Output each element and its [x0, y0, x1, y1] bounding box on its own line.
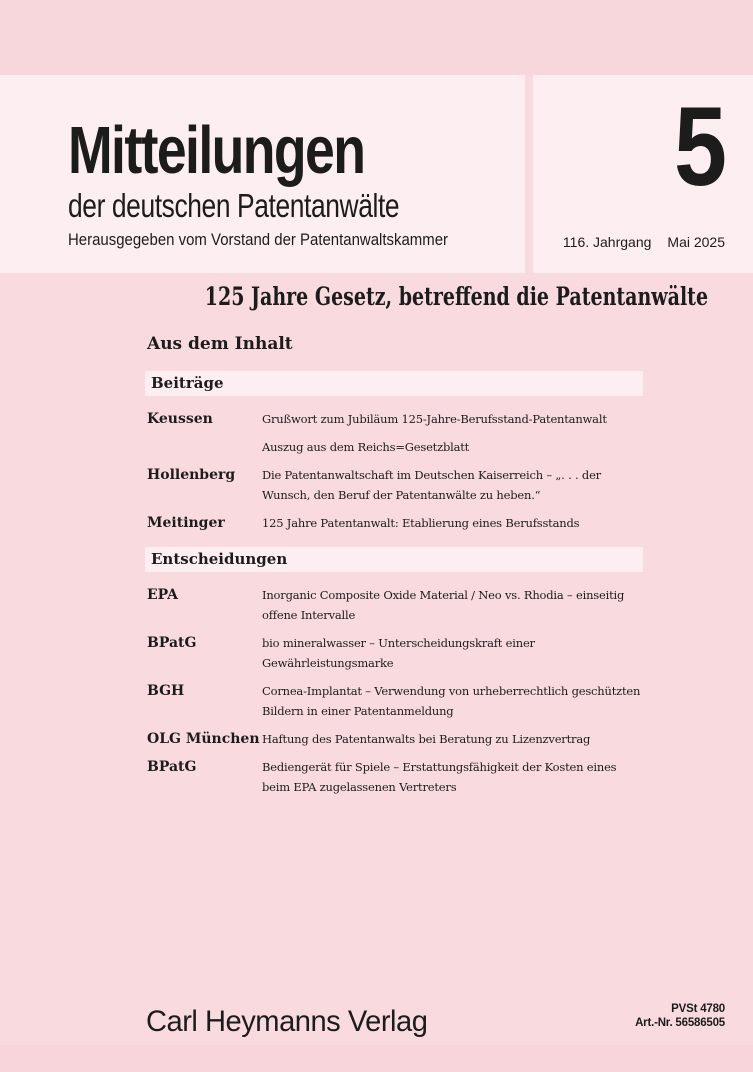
issue-panel — [533, 75, 753, 273]
section-heading-label: Beiträge — [151, 374, 224, 393]
toc-entry — [147, 465, 643, 505]
toc-entry — [147, 757, 643, 797]
entry-title: Cornea-Implantat – Verwendung von urheberrechtlich geschützten Bildern in einer Patentanmeldung — [262, 684, 641, 719]
entry-author: Meitinger — [147, 515, 225, 532]
masthead-panel — [0, 75, 525, 273]
entry-court: BPatG — [147, 759, 197, 776]
issue-volume: 116. Jahrgang — [562, 234, 652, 250]
top-band — [0, 0, 753, 75]
entry-court: EPA — [147, 587, 179, 604]
entry-author: Hollenberg — [147, 467, 236, 484]
footer-publisher: Carl Heymanns Verlag — [146, 1005, 428, 1038]
footer-pvst: PVSt 4780 — [671, 1003, 725, 1015]
entry-title: Haftung des Patentanwalts bei Beratung zu Lizenzvertrag — [262, 732, 591, 747]
entry-title: 125 Jahre Patentanwalt: Etablierung eines Berufsstands — [262, 516, 580, 531]
masthead-title: Mitteilungen — [68, 112, 365, 188]
bottom-band — [0, 1045, 753, 1072]
entry-court: OLG München — [147, 731, 260, 748]
toc-entry — [147, 437, 643, 457]
entry-author — [147, 437, 262, 457]
issue-number: 5 — [673, 84, 725, 209]
section-heading-entscheidungen — [145, 547, 643, 572]
toc-entry — [147, 409, 643, 429]
contents-label: Aus dem Inhalt — [147, 334, 293, 355]
entry-title: bio mineralwasser – Unterscheidungskraft einer Gewährleistungsmarke — [262, 636, 535, 671]
masthead-publisher-line: Herausgegeben vom Vorstand der Patentanwaltskammer — [68, 229, 449, 249]
entry-title: Grußwort zum Jubiläum 125-Jahre-Berufsstand-Patentanwalt — [262, 412, 607, 427]
masthead-subtitle: der deutschen Patentanwälte — [68, 186, 400, 224]
section-heading-label: Entscheidungen — [151, 550, 288, 569]
table-of-contents — [145, 281, 709, 805]
entry-court: BPatG — [147, 635, 197, 652]
entry-title: Inorganic Composite Oxide Material / Neo vs. Rhodia – einseitig offene Intervalle — [262, 588, 625, 623]
toc-entry — [147, 633, 643, 673]
footer-mail-codes — [635, 1002, 725, 1030]
entry-title: Bediengerät für Spiele – Erstattungsfähigkeit der Kosten eines beim EPA zugelassenen Vertreters — [262, 760, 617, 795]
entry-court: BGH — [147, 683, 185, 700]
toc-entry — [147, 729, 643, 749]
toc-entry — [147, 681, 643, 721]
entry-title: Die Patentanwaltschaft im Deutschen Kaiserreich – „. . . der Wunsch, den Beruf der Patentanwälte zu heben.“ — [262, 468, 601, 503]
entry-title: Auszug aus dem Reichs=Gesetzblatt — [262, 440, 470, 455]
issue-month: Mai 2025 — [667, 234, 725, 250]
section-heading-beitraege — [145, 371, 643, 396]
footer-artnr: Art.-Nr. 56586505 — [635, 1017, 725, 1029]
toc-entry — [147, 513, 643, 533]
cover-title: 125 Jahre Gesetz, betreffend die Patentanwälte — [204, 282, 709, 311]
entry-author: Keussen — [147, 411, 213, 428]
toc-entry — [147, 585, 643, 625]
issue-meta — [563, 235, 725, 249]
